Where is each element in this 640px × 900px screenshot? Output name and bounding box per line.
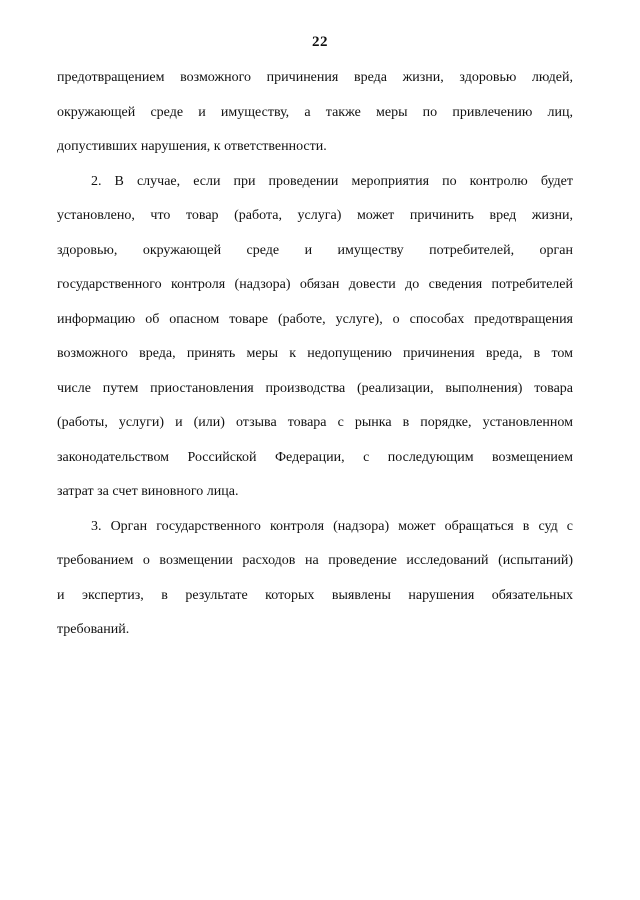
text-line: числе путем приостановления производства (реализации, выполнения) товара bbox=[57, 380, 573, 396]
text-line: возможного вреда, принять меры к недопущению причинения вреда, в том bbox=[57, 346, 573, 361]
paragraph-2 bbox=[57, 165, 573, 510]
page-number: 22 bbox=[312, 34, 328, 50]
body-text bbox=[57, 61, 573, 648]
text-line: законодательством Российской Федерации, с последующим возмещением bbox=[57, 449, 573, 465]
text-line: требований. bbox=[57, 622, 130, 637]
text-line: 3. Орган государственного контроля (надзора) может обращаться в суд с bbox=[91, 518, 573, 534]
text-line: государственного контроля (надзора) обязан довести до сведения потребителей bbox=[57, 277, 573, 292]
text-line: затрат за счет виновного лица. bbox=[57, 484, 239, 499]
text-line: информацию об опасном товаре (работе, услуге), о способах предотвращения bbox=[57, 311, 573, 327]
text-line: допустивших нарушения, к ответственности. bbox=[57, 139, 327, 154]
paragraph-1 bbox=[57, 61, 573, 165]
text-line: (работы, услуги) и (или) отзыва товара с рынка в порядке, установленном bbox=[57, 415, 573, 430]
text-line: здоровью, окружающей среде и имуществу потребителей, орган bbox=[57, 242, 573, 258]
text-line: установлено, что товар (работа, услуга) может причинить вред жизни, bbox=[57, 208, 573, 223]
text-line: 2. В случае, если при проведении мероприятия по контролю будет bbox=[91, 173, 573, 189]
text-line: требованием о возмещении расходов на проведение исследований (испытаний) bbox=[57, 553, 573, 568]
text-line: предотвращением возможного причинения вреда жизни, здоровью людей, bbox=[57, 70, 573, 85]
text-line: окружающей среде и имуществу, а также меры по привлечению лиц, bbox=[57, 104, 573, 120]
text-line: и экспертиз, в результате которых выявлены нарушения обязательных bbox=[57, 587, 573, 603]
paragraph-3 bbox=[57, 510, 573, 648]
